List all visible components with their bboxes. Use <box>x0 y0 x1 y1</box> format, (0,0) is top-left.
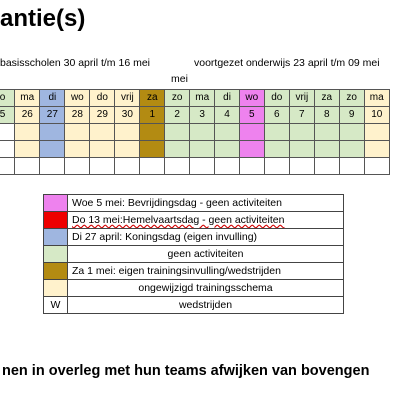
legend-row <box>44 280 344 297</box>
weekday-cell: di <box>40 90 65 107</box>
legend-text: Za 1 mei: eigen trainingsinvulling/wedstrijden <box>72 265 281 277</box>
blank-row <box>0 141 390 158</box>
basisscholen-period: basisscholen 30 april t/m 16 mei <box>0 57 150 69</box>
footer-note: nen in overleg met hun teams afwijken van bovengen <box>2 363 370 379</box>
legend-text: Woe 5 mei: Bevrijdingsdag - geen activiteiten <box>72 197 282 209</box>
legend-row <box>44 195 344 212</box>
weekday-cell: do <box>90 90 115 107</box>
weekday-row <box>0 90 390 107</box>
calendar-cell <box>190 124 215 141</box>
calendar-cell <box>40 141 65 158</box>
date-cell: 3 <box>190 107 215 124</box>
calendar-cell <box>215 124 239 141</box>
date-cell: 27 <box>40 107 65 124</box>
calendar-cell <box>165 124 190 141</box>
calendar-cell <box>339 158 364 175</box>
calendar-cell <box>239 141 264 158</box>
voortgezet-period: voortgezet onderwijs 23 april t/m 09 mei <box>194 57 380 69</box>
legend-text: Di 27 april: Koningsdag (eigen invulling) <box>72 231 258 243</box>
legend-row <box>44 212 344 229</box>
date-cell: 5 <box>239 107 264 124</box>
calendar-cell <box>289 141 314 158</box>
calendar-cell <box>339 124 364 141</box>
calendar-cell <box>0 124 15 141</box>
calendar-cell <box>264 158 289 175</box>
calendar-cell <box>165 158 190 175</box>
weekday-cell: zo <box>165 90 190 107</box>
calendar-cell <box>40 158 65 175</box>
weekday-cell: ma <box>364 90 389 107</box>
legend-label <box>68 297 344 314</box>
legend-table <box>43 194 344 314</box>
blank-row <box>0 124 390 141</box>
weekday-cell: za <box>314 90 339 107</box>
calendar-cell <box>0 158 15 175</box>
legend-text: geen activiteiten <box>167 248 244 260</box>
legend-text: ongewijzigd trainingsschema <box>138 282 273 294</box>
calendar-cell <box>140 124 165 141</box>
calendar-cell <box>314 158 339 175</box>
vacation-calendar <box>0 89 390 175</box>
calendar-cell <box>0 141 15 158</box>
legend-label <box>68 195 344 212</box>
legend-row <box>44 297 344 314</box>
legend-label <box>68 280 344 297</box>
weekday-cell: za <box>140 90 165 107</box>
weekday-cell: ma <box>190 90 215 107</box>
weekday-cell: ma <box>15 90 40 107</box>
calendar-cell <box>314 124 339 141</box>
calendar-cell <box>364 124 389 141</box>
weekday-cell: di <box>215 90 239 107</box>
legend-swatch <box>44 212 68 229</box>
calendar-cell <box>339 141 364 158</box>
date-cell: 28 <box>65 107 90 124</box>
calendar-cell <box>15 158 40 175</box>
calendar-cell <box>190 141 215 158</box>
calendar-cell <box>90 124 115 141</box>
legend-label <box>68 229 344 246</box>
calendar-cell <box>115 158 140 175</box>
legend-row <box>44 263 344 280</box>
calendar-cell <box>40 124 65 141</box>
calendar-cell <box>239 158 264 175</box>
date-cell: 7 <box>289 107 314 124</box>
weekday-cell: zo <box>339 90 364 107</box>
month-label: mei <box>171 73 188 85</box>
calendar-cell <box>15 141 40 158</box>
date-cell: 1 <box>140 107 165 124</box>
calendar-cell <box>190 158 215 175</box>
calendar-cell <box>264 124 289 141</box>
calendar-cell <box>140 158 165 175</box>
legend-row <box>44 246 344 263</box>
weekday-cell: o <box>0 90 15 107</box>
calendar-cell <box>65 141 90 158</box>
legend-text: wedstrijden <box>178 299 233 311</box>
calendar-cell <box>15 124 40 141</box>
legend-swatch <box>44 195 68 212</box>
legend-label <box>68 263 344 280</box>
calendar-cell <box>239 124 264 141</box>
legend-swatch <box>44 263 68 280</box>
date-cell: 9 <box>339 107 364 124</box>
calendar-cell <box>364 141 389 158</box>
calendar-cell <box>215 158 239 175</box>
calendar-cell <box>289 124 314 141</box>
date-cell: 6 <box>264 107 289 124</box>
legend-label <box>68 212 344 229</box>
weekday-cell: wo <box>239 90 264 107</box>
weekday-cell: wo <box>65 90 90 107</box>
calendar-cell <box>115 141 140 158</box>
legend-swatch: W <box>44 297 68 314</box>
calendar-cell <box>140 141 165 158</box>
calendar-cell <box>364 158 389 175</box>
calendar-cell <box>215 141 239 158</box>
date-cell: 4 <box>215 107 239 124</box>
date-cell: 26 <box>15 107 40 124</box>
page-title: antie(s) <box>0 5 86 32</box>
legend-label <box>68 246 344 263</box>
calendar-cell <box>115 124 140 141</box>
legend-row <box>44 229 344 246</box>
date-cell: 30 <box>115 107 140 124</box>
date-cell: 8 <box>314 107 339 124</box>
weekday-cell: do <box>264 90 289 107</box>
calendar-cell <box>289 158 314 175</box>
calendar-cell <box>65 158 90 175</box>
calendar-cell <box>65 124 90 141</box>
calendar-cell <box>90 141 115 158</box>
blank-row <box>0 158 390 175</box>
weekday-cell: vrij <box>289 90 314 107</box>
weekday-cell: vrij <box>115 90 140 107</box>
date-cell: 10 <box>364 107 389 124</box>
legend-swatch <box>44 229 68 246</box>
legend-swatch <box>44 280 68 297</box>
calendar-cell <box>264 141 289 158</box>
date-cell: 29 <box>90 107 115 124</box>
date-cell: 5 <box>0 107 15 124</box>
calendar-cell <box>90 158 115 175</box>
date-row <box>0 107 390 124</box>
calendar-cell <box>314 141 339 158</box>
legend-text: Do 13 mei:Hemelvaartsdag - geen activiteiten <box>72 214 285 226</box>
date-cell: 2 <box>165 107 190 124</box>
calendar-cell <box>165 141 190 158</box>
legend-swatch <box>44 246 68 263</box>
